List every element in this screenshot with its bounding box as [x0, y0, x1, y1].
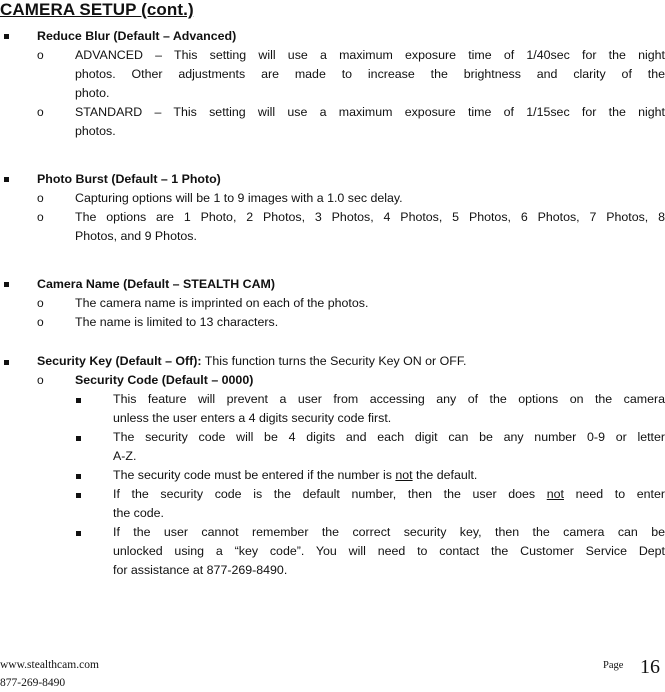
- security-item3-text-a: The security code must be entered if the number is: [113, 468, 396, 482]
- page-number: 16: [640, 656, 660, 678]
- reduce-blur-standard-line2: photos.: [75, 124, 116, 138]
- security-item4-text-b: need to enter: [563, 487, 665, 501]
- security-item2-line1: The security code will be 4 digits and each digit can be any number 0-9 or letter: [113, 430, 665, 444]
- reduce-blur-advanced-line1: ADVANCED – This setting will use a maximum exposure time of 1/40sec for the night: [75, 48, 665, 62]
- circle-bullet-icon: o: [37, 191, 44, 205]
- security-item3-underlined: not: [395, 468, 413, 482]
- page-title: CAMERA SETUP (cont.): [0, 0, 194, 19]
- page-label: Page: [603, 660, 624, 671]
- security-item2-line2: A-Z.: [113, 449, 137, 463]
- photo-burst-item2-line2: Photos, and 9 Photos.: [75, 229, 197, 243]
- security-key-heading-row: [37, 352, 466, 371]
- reduce-blur-advanced-line2: photos. Other adjustments are made to increase the brightness and clarity of the: [75, 67, 665, 81]
- square-bullet-icon: [76, 398, 81, 403]
- security-item5-line1: If the user cannot remember the correct security key, then the camera can be: [113, 525, 665, 539]
- circle-bullet-icon: o: [37, 105, 44, 119]
- security-item4-line2: the code.: [113, 506, 164, 520]
- camera-name-item2: The name is limited to 13 characters.: [75, 315, 279, 329]
- square-bullet-icon: [4, 360, 9, 365]
- security-item3: [113, 466, 477, 485]
- photo-burst-item2-line1: The options are 1 Photo, 2 Photos, 3 Photos, 4 Photos, 5 Photos, 6 Photos, 7 Photos, 8: [75, 210, 665, 224]
- security-item5-line3: for assistance at 877-269-8490.: [113, 563, 288, 577]
- camera-name-heading: Camera Name (Default – STEALTH CAM): [37, 277, 275, 291]
- security-item5-line2: unlocked using a “key code”. You will need to contact the Customer Service Dept: [113, 544, 665, 558]
- square-bullet-icon: [4, 34, 9, 39]
- footer-contact: [0, 656, 99, 692]
- security-code-heading: Security Code (Default – 0000): [75, 373, 254, 387]
- footer-phone: 877-269-8490: [0, 677, 66, 689]
- security-item4-underlined: not: [546, 487, 564, 501]
- square-bullet-icon: [76, 493, 81, 498]
- photo-burst-item1: Capturing options will be 1 to 9 images with a 1.0 sec delay.: [75, 191, 403, 205]
- security-key-heading: Security Key (Default – Off):: [37, 354, 202, 368]
- camera-name-item1: The camera name is imprinted on each of the photos.: [75, 296, 369, 310]
- square-bullet-icon: [76, 474, 81, 479]
- security-item4-line1: [113, 485, 665, 504]
- square-bullet-icon: [76, 531, 81, 536]
- circle-bullet-icon: o: [37, 210, 44, 224]
- security-key-description: This function turns the Security Key ON or OFF.: [201, 354, 467, 368]
- square-bullet-icon: [4, 177, 9, 182]
- reduce-blur-standard-line1: STANDARD – This setting will use a maximum exposure time of 1/15sec for the night: [75, 105, 665, 119]
- security-item1-line1: This feature will prevent a user from accessing any of the options on the camera: [113, 392, 665, 406]
- square-bullet-icon: [76, 436, 81, 441]
- photo-burst-heading: Photo Burst (Default – 1 Photo): [37, 172, 221, 186]
- security-item4-text-a: If the security code is the default number, then the user does: [113, 487, 547, 501]
- security-item3-text-b: the default.: [412, 468, 478, 482]
- reduce-blur-heading: Reduce Blur (Default – Advanced): [37, 29, 237, 43]
- circle-bullet-icon: o: [37, 296, 44, 310]
- square-bullet-icon: [4, 282, 9, 287]
- circle-bullet-icon: o: [37, 373, 44, 387]
- footer-website-link[interactable]: www.stealthcam.com: [0, 659, 99, 671]
- circle-bullet-icon: o: [37, 315, 44, 329]
- circle-bullet-icon: o: [37, 48, 44, 62]
- reduce-blur-advanced-line3: photo.: [75, 86, 110, 100]
- security-item1-line2: unless the user enters a 4 digits security code first.: [113, 411, 392, 425]
